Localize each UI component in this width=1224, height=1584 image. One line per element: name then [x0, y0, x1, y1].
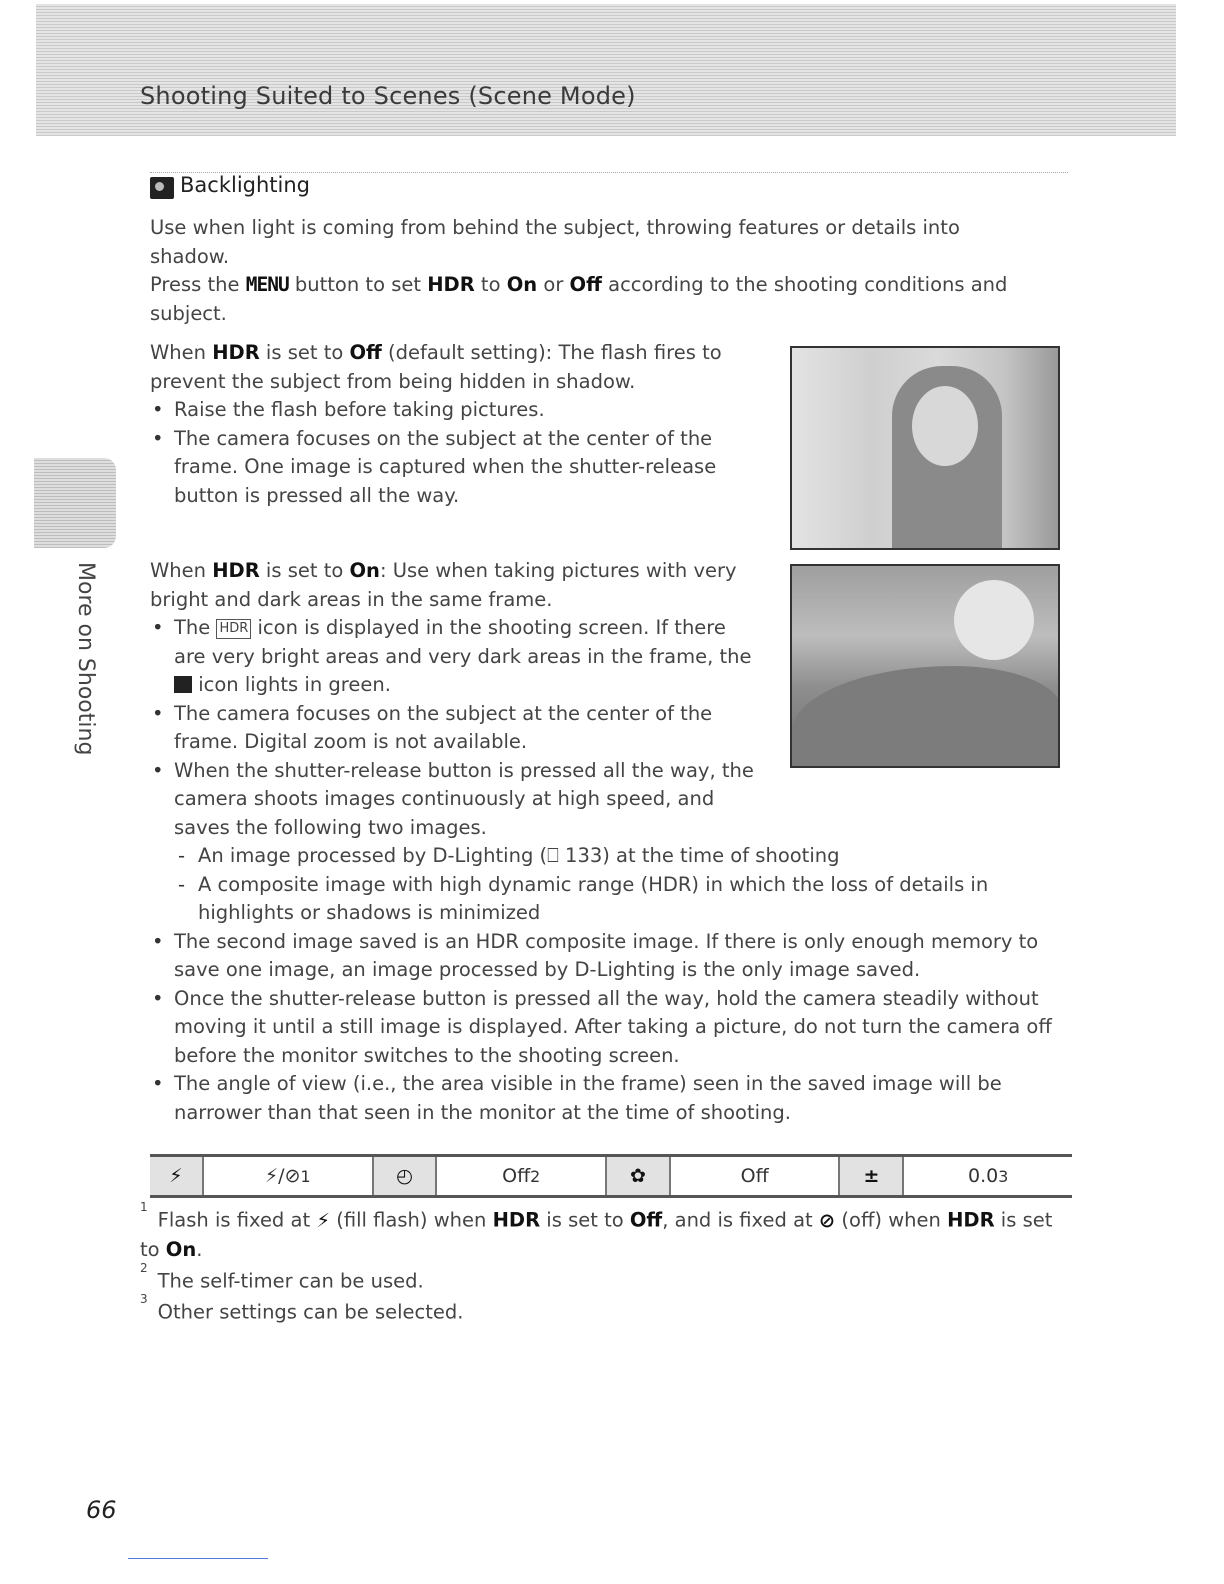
intro-to: to: [474, 273, 507, 296]
hdr-term: HDR: [947, 1208, 995, 1232]
macro-mode-icon: ✿: [607, 1157, 671, 1195]
page-title: Shooting Suited to Scenes (Scene Mode): [140, 82, 636, 110]
hdr-off-bullets: [150, 396, 750, 510]
footnote-text: .: [196, 1237, 203, 1261]
exposure-value-text: 0.0: [968, 1165, 999, 1187]
macro-mode-value: Off: [671, 1157, 841, 1195]
intro-text-c: according to the shooting conditions and subject.: [150, 273, 1008, 325]
bullet-item: • The camera focuses on the subject at the center of the frame. One image is captured when the shutter-release button is pressed all the way.: [150, 425, 750, 511]
lead-text: When: [150, 341, 213, 364]
bullet-item: [150, 614, 754, 700]
footnote-text: Flash is fixed at: [157, 1208, 317, 1232]
chapter-tab: [34, 458, 116, 548]
footnote-2: [140, 1262, 424, 1296]
bullet-text: icon is displayed in the shooting screen. If there are very bright areas and very dark areas in the frame, the: [174, 616, 752, 668]
footnote-ref: 1: [300, 1166, 311, 1186]
hdr-term: HDR: [492, 1208, 541, 1232]
flash-mode-value: [204, 1157, 374, 1195]
hdr-term: HDR: [427, 273, 475, 296]
on-term: On: [506, 273, 538, 296]
chapter-label-text: More on Shooting: [73, 562, 98, 756]
hdr-landscape-photo: [790, 564, 1060, 768]
backlighting-icon: [174, 676, 192, 693]
lead-text: When: [150, 559, 213, 582]
hdr-term: HDR: [212, 559, 260, 582]
hdr-term: HDR: [212, 341, 260, 364]
footnote-text: (fill flash) when: [330, 1208, 493, 1232]
bullet-item: • The angle of view (i.e., the area visible in the frame) seen in the saved image will be narrower than that seen in the monitor at the time of shooting.: [150, 1070, 1070, 1127]
footnote-text: Other settings can be selected.: [157, 1300, 464, 1324]
chapter-label: [58, 562, 138, 756]
flash-icon: ⚡: [316, 1208, 331, 1232]
scene-mode-name: Backlighting: [180, 173, 310, 197]
intro-text-a: Press the: [150, 273, 246, 296]
bullet-text: icon lights in green.: [192, 673, 391, 696]
intro-text-b: button to set: [288, 273, 428, 296]
on-term: On: [349, 559, 380, 582]
footnote-text: , and is fixed at: [662, 1208, 819, 1232]
exposure-compensation-value: [904, 1157, 1072, 1195]
footnote-text: The self-timer can be used.: [157, 1269, 424, 1293]
footnote-number: 1: [140, 1200, 148, 1214]
on-term: On: [165, 1237, 197, 1261]
menu-button-label: MENU: [245, 273, 289, 296]
hdr-on-lead: [150, 557, 750, 614]
off-term: Off: [349, 341, 382, 364]
bullet-item: • The camera focuses on the subject at the center of the frame. Digital zoom is not available.: [150, 700, 754, 757]
footnote-1: [140, 1201, 1070, 1264]
hdr-icon: HDR: [216, 619, 251, 639]
settings-table: [150, 1154, 1072, 1198]
intro-paragraph-2: [150, 271, 1050, 328]
page-header: [36, 4, 1176, 136]
footer-rule: [128, 1558, 268, 1559]
sub-bullet-item: - An image processed by D-Lighting (⎕ 133) at the time of shooting: [150, 842, 1070, 871]
lead-text: (default setting): The flash fires to prevent the subject from being hidden in shadow.: [150, 341, 722, 393]
page-number: 66: [86, 1496, 117, 1524]
off-term: Off: [629, 1208, 663, 1232]
bullet-item: • When the shutter-release button is pressed all the way, the camera shoots images continuously at high speed, and saves the following two images.: [150, 757, 754, 843]
photo-face: [912, 386, 978, 466]
off-term: Off: [569, 273, 602, 296]
footnote-ref: 3: [998, 1166, 1009, 1186]
self-timer-value: [437, 1157, 607, 1195]
timer-value-text: Off: [502, 1165, 531, 1187]
backlighting-icon: [150, 177, 174, 199]
flash-off-icon: ⊘: [818, 1208, 836, 1232]
exposure-compensation-icon: ±: [840, 1157, 904, 1195]
lead-text: is set to: [259, 341, 350, 364]
footnote-text: is set to: [140, 1208, 1053, 1261]
footnote-ref: 2: [530, 1166, 541, 1186]
footnote-number: 2: [140, 1261, 148, 1275]
scene-mode-heading: [150, 172, 1068, 203]
intro-or: or: [537, 273, 570, 296]
self-timer-icon: ◴: [374, 1157, 438, 1195]
bullet-text: The: [174, 616, 217, 639]
sub-bullet-item: - A composite image with high dynamic range (HDR) in which the loss of details in highlights or shadows is minimized: [150, 871, 1070, 928]
intro-paragraph-1: Use when light is coming from behind the subject, throwing features or details into shadow.: [150, 216, 960, 268]
footnote-text: is set to: [540, 1208, 630, 1232]
photo-sun: [954, 580, 1034, 660]
footnote-3: [140, 1293, 463, 1327]
photo-hills: [792, 666, 1060, 768]
bullet-item: • Once the shutter-release button is pressed all the way, hold the camera steadily without moving it until a still image is displayed. After taking a picture, do not turn the camera off before the monitor switches to the shooting screen.: [150, 985, 1070, 1071]
flash-mode-icon: ⚡: [150, 1157, 204, 1195]
footnote-number: 3: [140, 1292, 148, 1306]
flash-value-text: ⚡/⊘: [264, 1165, 301, 1187]
bullet-item: • Raise the flash before taking pictures.: [150, 396, 750, 425]
bullet-item: • The second image saved is an HDR composite image. If there is only enough memory to save one image, an image processed by D-Lighting is the only image saved.: [150, 928, 1070, 985]
hdr-off-lead: [150, 339, 750, 396]
lead-text: is set to: [259, 559, 350, 582]
lead-text: : Use when taking pictures with very bright and dark areas in the same frame.: [150, 559, 737, 611]
hdr-off-section: [150, 339, 750, 510]
backlit-portrait-photo: [790, 346, 1060, 550]
footnote-text: (off) when: [835, 1208, 948, 1232]
